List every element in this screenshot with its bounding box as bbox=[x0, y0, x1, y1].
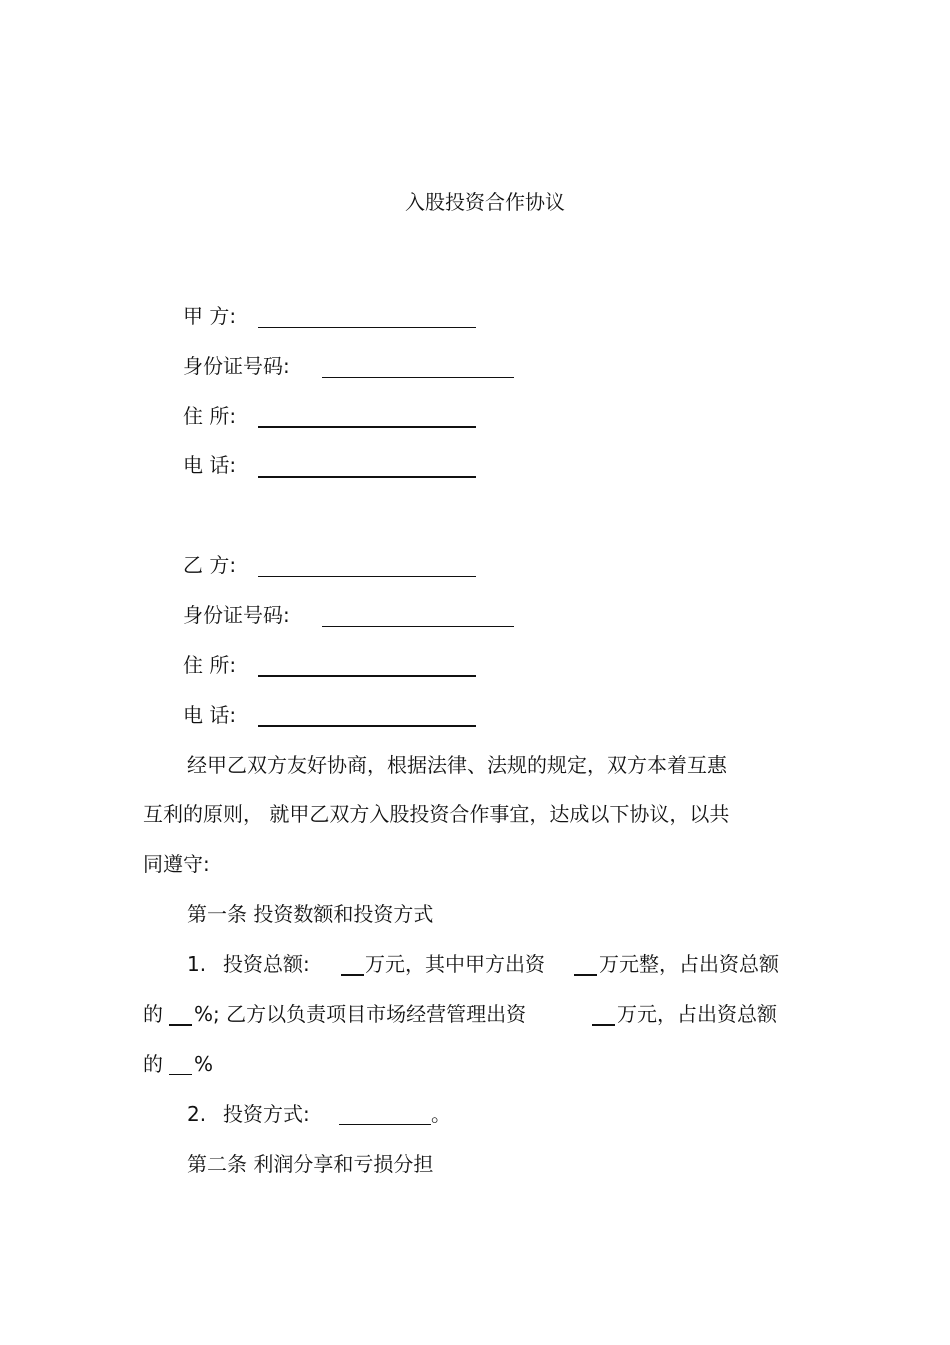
party-b-name-label: 乙 方: bbox=[183, 553, 237, 577]
party-a-percent-blank[interactable] bbox=[169, 1024, 192, 1026]
intro-line-3: 同遵守: bbox=[143, 852, 210, 876]
party-b-phone-label: 电 话: bbox=[183, 703, 237, 727]
party-a-phone-field[interactable] bbox=[258, 476, 476, 478]
item-1-line3-b: % bbox=[194, 1052, 214, 1076]
item-1-text-a: 投资总额: bbox=[223, 952, 310, 976]
party-a-investment-blank[interactable] bbox=[574, 974, 597, 976]
party-b-address-field[interactable] bbox=[258, 675, 476, 677]
total-investment-blank[interactable] bbox=[341, 974, 364, 976]
party-b-phone-field[interactable] bbox=[258, 725, 476, 727]
party-b-address-label: 住 所: bbox=[183, 653, 237, 677]
item-1-line2-a: 的 bbox=[143, 1002, 163, 1026]
party-b-percent-blank[interactable] bbox=[169, 1074, 192, 1075]
item-1-line2-c: 万元，占出资总额 bbox=[617, 1002, 777, 1026]
party-a-address-label: 住 所: bbox=[183, 404, 237, 428]
party-a-id-field[interactable] bbox=[322, 377, 514, 378]
item-2-text-b: 。 bbox=[431, 1102, 451, 1126]
party-b-investment-blank[interactable] bbox=[592, 1024, 615, 1026]
intro-line-1: 经甲乙双方友好协商，根据法律、法规的规定，双方本着互惠 bbox=[187, 753, 727, 777]
item-1-line3-a: 的 bbox=[143, 1052, 163, 1076]
intro-line-2: 互利的原则， 就甲乙双方入股投资合作事宜，达成以下协议，以共 bbox=[143, 802, 730, 826]
item-2-text-a: 投资方式: bbox=[223, 1102, 310, 1126]
item-1-text-c: 万元整，占出资总额 bbox=[599, 952, 779, 976]
party-a-id-label: 身份证号码: bbox=[183, 354, 290, 378]
party-a-phone-label: 电 话: bbox=[183, 453, 237, 477]
party-a-name-field[interactable] bbox=[258, 327, 476, 328]
party-a-name-label: 甲 方: bbox=[183, 304, 237, 328]
item-1-text-b: 万元，其中甲方出资 bbox=[365, 952, 545, 976]
party-b-id-field[interactable] bbox=[322, 626, 514, 627]
item-1-line2-b: %; 乙方以负责项目市场经营管理出资 bbox=[194, 1002, 527, 1026]
article-2-heading: 第二条 利润分享和亏损分担 bbox=[187, 1152, 434, 1176]
party-a-address-field[interactable] bbox=[258, 426, 476, 428]
page-title: 入股投资合作协议 bbox=[405, 190, 565, 214]
item-1-number: 1. bbox=[187, 952, 207, 976]
article-1-heading: 第一条 投资数额和投资方式 bbox=[187, 902, 434, 926]
investment-method-blank[interactable] bbox=[339, 1124, 431, 1125]
item-2-number: 2. bbox=[187, 1102, 207, 1126]
party-b-id-label: 身份证号码: bbox=[183, 603, 290, 627]
party-b-name-field[interactable] bbox=[258, 576, 476, 577]
